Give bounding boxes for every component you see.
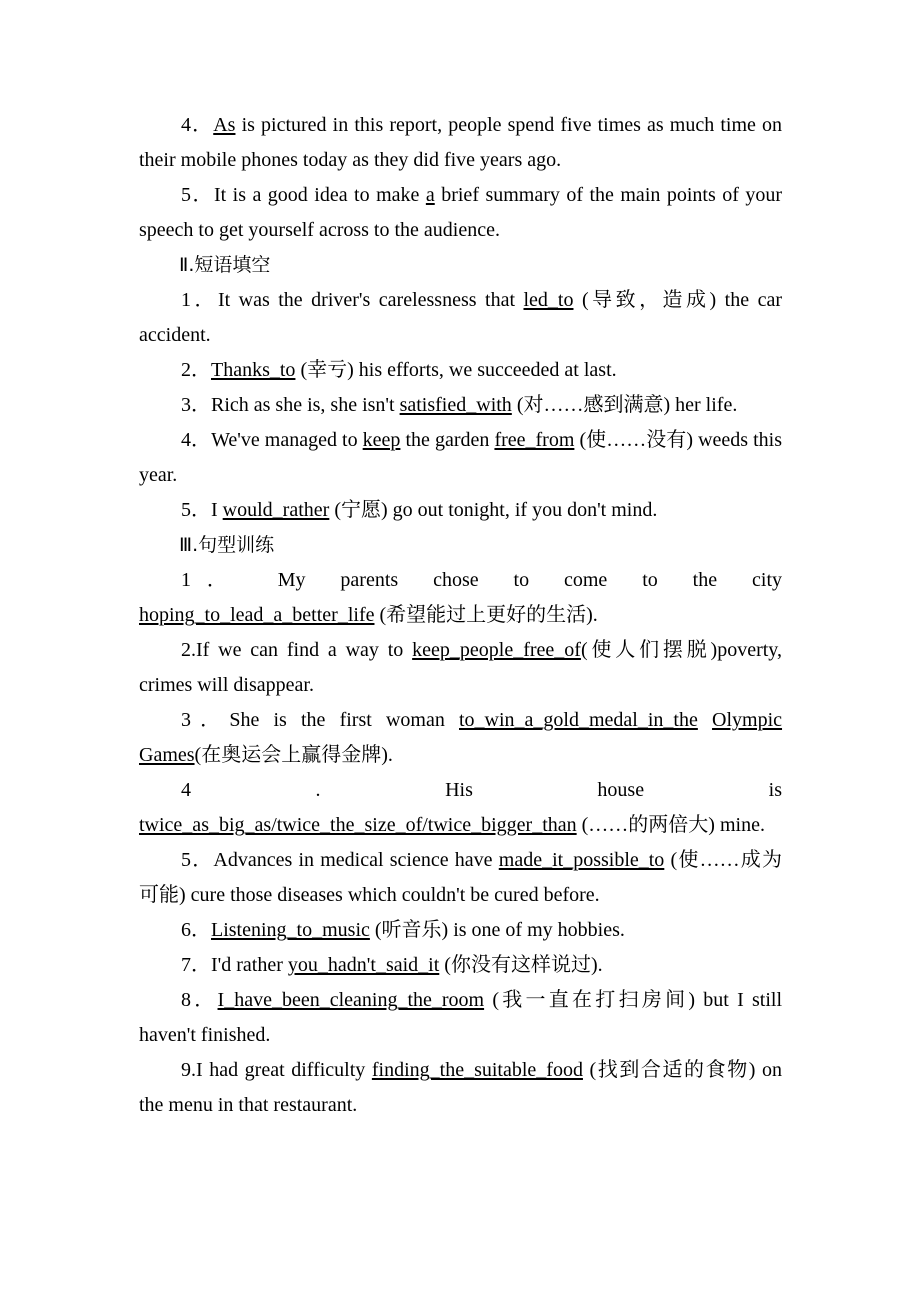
item-text: It was the driver's carelessness that — [217, 289, 524, 311]
phrase-item-5 — [139, 493, 782, 528]
exercise-1-item-5 — [139, 178, 782, 248]
item-text: She is the first woman — [229, 709, 459, 731]
item-text: (幸亏) his efforts, we succeeded at last. — [295, 359, 617, 381]
answer-blank: keep_people_free_of — [412, 639, 581, 661]
sentence-item-8 — [139, 983, 782, 1053]
section-title-phrase-fill: Ⅱ.短语填空 — [179, 254, 271, 276]
answer-blank: led_to — [523, 289, 574, 311]
sentence-item-1-line2 — [139, 598, 782, 633]
item-text: It is a good idea to make — [213, 184, 426, 206]
item-text: (在奥运会上赢得金牌). — [194, 744, 393, 766]
item-text: If we can find a way to — [196, 639, 413, 661]
item-number: 2. — [181, 639, 196, 661]
item-number: 8． — [181, 989, 218, 1011]
item-text: is pictured in this report, people spend five times as much time on their mobile phones today as they did five years ago. — [139, 114, 783, 171]
phrase-item-3 — [139, 388, 782, 423]
item-number: 4． — [181, 114, 214, 136]
item-number: 5． — [181, 499, 211, 521]
answer-blank: I_have_been_cleaning_the_room — [217, 989, 485, 1011]
item-text: (……的两倍大) mine. — [576, 814, 765, 836]
item-text: We've managed to — [211, 429, 363, 451]
item-number: 1． — [181, 289, 218, 311]
answer-blank: As — [213, 114, 236, 136]
sentence-item-5 — [139, 843, 782, 913]
sentence-item-4-line1: 4 . His house is — [181, 779, 782, 801]
answer-blank: free_from — [494, 429, 575, 451]
sentence-item-3 — [139, 703, 782, 773]
answer-blank: keep — [362, 429, 401, 451]
item-text: (使人们摆脱)poverty, crimes will disappear. — [139, 639, 782, 696]
item-number: 7． — [181, 954, 211, 976]
exercise-1-item-4 — [139, 108, 782, 178]
answer-blank: finding_the_suitable_food — [371, 1059, 583, 1081]
item-number: 6． — [181, 919, 211, 941]
document-page — [139, 108, 782, 1123]
item-number: 5． — [181, 849, 214, 871]
answer-blank: would_rather — [222, 499, 330, 521]
phrase-item-1 — [139, 283, 782, 353]
answer-blank: Listening_to_music — [211, 919, 370, 941]
item-text: Advances in medical science have — [213, 849, 499, 871]
item-text: (导致，造成) the car accident. — [139, 289, 782, 346]
item-text: (找到合适的食物) on the menu in that restaurant. — [139, 1059, 782, 1116]
item-number: 3． — [181, 394, 211, 416]
item-text: (你没有这样说过). — [439, 954, 603, 976]
item-text: (宁愿) go out tonight, if you don't mind. — [329, 499, 658, 521]
answer-blank: satisfied_with — [399, 394, 512, 416]
item-text: Rich as she is, she isn't — [211, 394, 400, 416]
sentence-item-2 — [139, 633, 782, 703]
phrase-item-2 — [139, 353, 782, 388]
item-text: the garden — [400, 429, 495, 451]
sentence-item-1-line1: 1． My parents chose to come to the city — [181, 569, 782, 591]
item-text: I — [211, 499, 223, 521]
section-title-sentence-drill: Ⅲ.句型训练 — [179, 534, 275, 556]
item-text: I'd rather — [211, 954, 288, 976]
item-number: 9. — [181, 1059, 196, 1081]
sentence-item-4-line2 — [139, 808, 782, 843]
answer-blank: Thanks_to — [211, 359, 296, 381]
item-text: (我一直在打扫房间) but I still haven't finished. — [139, 989, 783, 1046]
phrase-item-4 — [139, 423, 782, 493]
answer-blank: you_hadn't_said_it — [287, 954, 440, 976]
sentence-item-7 — [139, 948, 782, 983]
sentence-item-6 — [139, 913, 782, 948]
answer-blank: hoping_to_lead_a_better_life — [139, 604, 375, 626]
answer-blank: to_win_a_gold_medal_in_the — [459, 709, 698, 731]
item-text: (使……成为可能) cure those diseases which couldn't be cured before. — [139, 849, 782, 906]
item-text: (希望能过上更好的生活). — [374, 604, 598, 626]
item-text: (听音乐) is one of my hobbies. — [369, 919, 625, 941]
sentence-item-9 — [139, 1053, 782, 1123]
item-text: (使……没有) weeds this year. — [139, 429, 783, 486]
item-text: brief summary of the main points of your speech to get yourself across to the audience. — [139, 184, 782, 241]
item-number: 3． — [181, 709, 230, 731]
answer-blank: made_it_possible_to — [498, 849, 665, 871]
answer-blank: a — [425, 184, 435, 206]
item-number: 4． — [181, 429, 212, 451]
item-text: I had great difficulty — [196, 1059, 372, 1081]
item-text: (对……感到满意) her life. — [511, 394, 738, 416]
answer-blank: twice_as_big_as/twice_the_size_of/twice_bigger_than — [139, 814, 577, 836]
answer-blank: Olympic Games — [139, 709, 783, 766]
item-number: 5． — [181, 184, 214, 206]
item-number: 2． — [181, 359, 211, 381]
